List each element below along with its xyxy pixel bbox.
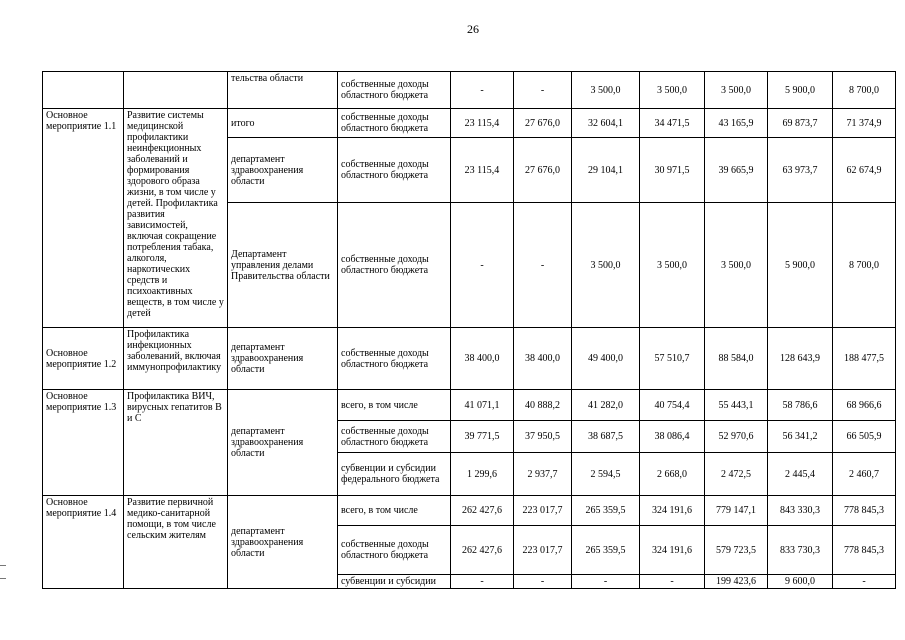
executor-cell: департамент здравоохранения области [228,496,338,589]
value-cell: 5 900,0 [768,72,833,109]
value-cell: 579 723,5 [705,526,768,575]
value-cell: 778 845,3 [833,526,896,575]
value-cell: 43 165,9 [705,109,768,138]
value-cell: 3 500,0 [640,72,705,109]
value-cell: - [514,203,572,328]
value-cell: 3 500,0 [572,203,640,328]
value-cell: 3 500,0 [640,203,705,328]
value-cell: 265 359,5 [572,526,640,575]
executor-cell: департамент здравоохранения области [228,390,338,496]
value-cell: 68 966,6 [833,390,896,421]
value-cell: - [514,575,572,589]
value-cell: 5 900,0 [768,203,833,328]
executor-cell: департамент здравоохранения области [228,138,338,203]
description-cell: Развитие системы медицинской профилактики неинфекционных заболеваний и формирования здорового образа жизни, в том числе у детей. Профилактика развития зависимостей, включая сокращение потребления табака, алкоголя, наркотических средств и психоактивных веществ, в том числе у детей [124,109,228,328]
value-cell: - [451,72,514,109]
value-cell: - [572,575,640,589]
value-cell: 2 460,7 [833,453,896,496]
source-cell: собственные доходы областного бюджета [338,109,451,138]
value-cell: 40 754,4 [640,390,705,421]
table-row [43,496,896,526]
value-cell: 69 873,7 [768,109,833,138]
source-cell: субвенции и субсидии федерального бюджета [338,453,451,496]
source-cell: всего, в том числе [338,496,451,526]
value-cell: 38 086,4 [640,421,705,453]
source-cell: собственные доходы областного бюджета [338,328,451,390]
description-cell [124,72,228,109]
value-cell: 57 510,7 [640,328,705,390]
value-cell: 223 017,7 [514,496,572,526]
source-cell: собственные доходы областного бюджета [338,421,451,453]
executor-cell: тельства области [228,72,338,109]
value-cell: 8 700,0 [833,203,896,328]
value-cell: 32 604,1 [572,109,640,138]
value-cell: 66 505,9 [833,421,896,453]
value-cell: 324 191,6 [640,496,705,526]
value-cell: 833 730,3 [768,526,833,575]
description-cell: Профилактика ВИЧ, вирусных гепатитов В и С [124,390,228,496]
value-cell: 39 665,9 [705,138,768,203]
value-cell: - [514,72,572,109]
value-cell: 49 400,0 [572,328,640,390]
value-cell: 23 115,4 [451,109,514,138]
value-cell: 778 845,3 [833,496,896,526]
value-cell: 56 341,2 [768,421,833,453]
source-cell: всего, в том числе [338,390,451,421]
executor-cell: Департамент управления делами Правительства области [228,203,338,328]
value-cell: 188 477,5 [833,328,896,390]
value-cell: 779 147,1 [705,496,768,526]
value-cell: 2 594,5 [572,453,640,496]
value-cell: 52 970,6 [705,421,768,453]
value-cell: 40 888,2 [514,390,572,421]
measure-cell: Основное мероприятие 1.3 [43,390,124,496]
value-cell: - [833,575,896,589]
table-row [43,109,896,138]
source-cell: субвенции и субсидии [338,575,451,589]
value-cell: 843 330,3 [768,496,833,526]
value-cell: 58 786,6 [768,390,833,421]
measure-cell [43,72,124,109]
executor-cell: итого [228,109,338,138]
executor-cell: департамент здравоохранения области [228,328,338,390]
measure-cell: Основное мероприятие 1.4 [43,496,124,589]
value-cell: 27 676,0 [514,138,572,203]
value-cell: 324 191,6 [640,526,705,575]
value-cell: 2 445,4 [768,453,833,496]
value-cell: 41 282,0 [572,390,640,421]
value-cell: 38 400,0 [514,328,572,390]
value-cell: 27 676,0 [514,109,572,138]
value-cell: 223 017,7 [514,526,572,575]
value-cell: 8 700,0 [833,72,896,109]
value-cell: 88 584,0 [705,328,768,390]
value-cell: 1 299,6 [451,453,514,496]
value-cell: 3 500,0 [705,203,768,328]
table-row [43,328,896,390]
value-cell: 9 600,0 [768,575,833,589]
value-cell: 2 668,0 [640,453,705,496]
value-cell: 37 950,5 [514,421,572,453]
measure-cell: Основное мероприятие 1.1 [43,109,124,328]
page-number: 26 [467,22,479,36]
value-cell: 71 374,9 [833,109,896,138]
value-cell: - [451,203,514,328]
value-cell: 2 937,7 [514,453,572,496]
budget-table [42,71,896,589]
value-cell: 30 971,5 [640,138,705,203]
value-cell: 23 115,4 [451,138,514,203]
scan-edge-mark [0,578,6,579]
value-cell: 29 104,1 [572,138,640,203]
value-cell: 2 472,5 [705,453,768,496]
value-cell: 38 400,0 [451,328,514,390]
table-row [43,72,896,109]
value-cell: 34 471,5 [640,109,705,138]
description-cell: Профилактика инфекционных заболеваний, включая иммунопрофилактику [124,328,228,390]
value-cell: 3 500,0 [572,72,640,109]
source-cell: собственные доходы областного бюджета [338,138,451,203]
value-cell: 262 427,6 [451,496,514,526]
value-cell: - [451,575,514,589]
source-cell: собственные доходы областного бюджета [338,526,451,575]
value-cell: 63 973,7 [768,138,833,203]
value-cell: - [640,575,705,589]
value-cell: 62 674,9 [833,138,896,203]
value-cell: 265 359,5 [572,496,640,526]
scan-edge-mark [0,565,6,566]
measure-cell: Основное мероприятие 1.2 [43,328,124,390]
source-cell: собственные доходы областного бюджета [338,203,451,328]
value-cell: 3 500,0 [705,72,768,109]
value-cell: 41 071,1 [451,390,514,421]
value-cell: 39 771,5 [451,421,514,453]
source-cell: собственные доходы областного бюджета [338,72,451,109]
description-cell: Развитие первичной медико-санитарной помощи, в том числе сельским жителям [124,496,228,589]
value-cell: 262 427,6 [451,526,514,575]
value-cell: 128 643,9 [768,328,833,390]
value-cell: 199 423,6 [705,575,768,589]
table-row [43,390,896,421]
value-cell: 38 687,5 [572,421,640,453]
value-cell: 55 443,1 [705,390,768,421]
